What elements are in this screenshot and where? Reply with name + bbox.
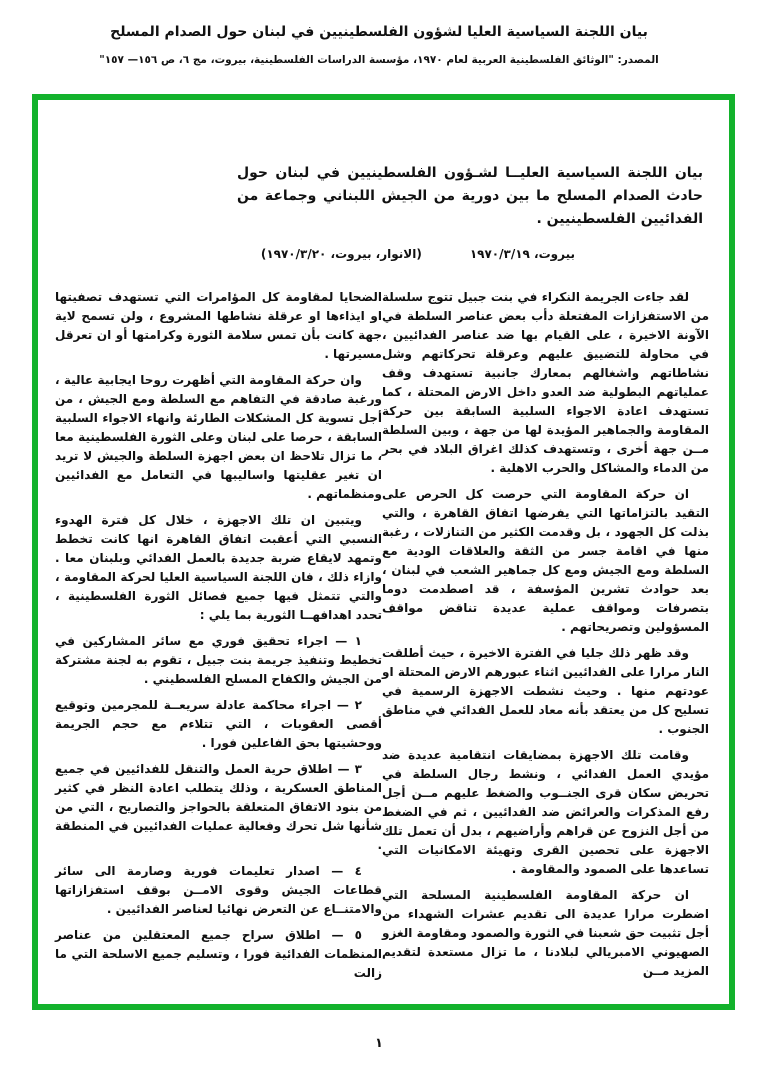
source-line: المصدر: "الوثائق الفلسطينية العربية لعام ١٩٧٠، مؤسسة الدراسات الفلسطينية، بيروت، مج ٦، ص ١٥٦— ١٥٧" xyxy=(99,54,659,66)
list-item-2: ٢ — اجراء محاكمة عادلة سريعــة للمجرمين وتوقيع أقصى العقوبات ، التي تتلاءم مع حجم الجريمة ووحشيتها بحق الفاعلين فورا . xyxy=(55,698,382,750)
paragraph: لقد جاءت الجريمة النكراء في بنت جبيل تتوج سلسلة من الاستفزازات المفتعلة دأب بعض عناصر السلطة في الآونة الاخيرة ، على القيام بها ضد عناصر الفدائيين ، في محاولة للتضييق عليهم وعرقلة تحركاتهم وشل نشاطاتهم واشغالهم بمعارك جانبية تستهدف وقف عملياتهم البطولية ضد العدو داخل الارض المحتلة ، كما تستهدف اعادة الاجواء السلبية السابقة بين حركة المقاومة والجماهير المؤيدة لها من جهة ، وبين السلطة مــن جهة أخرى ، وتستهدف كذلك اغراق البلاد في بحر من الدماء والمشاكل والحرب الاهلية . xyxy=(382,290,709,475)
page-number: ١ xyxy=(375,1036,383,1051)
list-item-5: ٥ — اطلاق سراح جميع المعتقلين من عناصر المنظمات الفدائية فورا ، وتسليم جميع الاسلحة التي ما زالت xyxy=(55,928,382,980)
paragraph: ويتبين ان تلك الاجهزة ، خلال كل فترة الهدوء النسبي التي أعقبت اتفاق القاهرة انها كانت تخطط وتمهد لايقاع ضربة جديدة بالعمل الفدائي وبلبنان معا . وازاء ذلك ، فان اللجنة السياسية العليا لحركة المقاومة ، والتي تتمثل فيها جميع فصائل الثورة الفلسطينية ، تحدد اهدافهــا الثورية بما يلي : xyxy=(55,513,382,622)
dateline-newspaper-ref: (الانوار، بيروت، ١٩٧٠/٣/٢٠) xyxy=(260,247,422,261)
paragraph: وقامت تلك الاجهزة بمضايقات انتقامية عديدة ضد مؤيدي العمل الفدائي ، ونشط رجال السلطة في تحريض سكان قرى الجنــوب والضغط عليهم مــن أجل رفع المذكرات والعرائض ضد الفدائيين ، ثم في الضغط من أجل النزوح عن قراهم وأراضيهم ، بدل أن تعمل تلك الاجهزة على تحصين القرى وتهيئة الامكانيات التي تساعدها على الصمود والمقاومة . xyxy=(382,748,709,876)
dateline xyxy=(237,247,703,261)
green-frame xyxy=(32,94,735,1010)
document-title: بيان اللجنة السياسية العليــا لشـؤون الفلسطينيين في لبنان حول حادث الصدام المسلح ما بين دورية من الجيش اللبناني وجماعة من الفدائيين الفلسطينيين . xyxy=(237,165,703,227)
paragraph: وقد ظهر ذلك جليا في الفترة الاخيرة ، حيث أطلقت النار مرارا على الفدائيين اثناء عبورهم الارض المحتلة او عودتهم منها . وحيث نشطت الاجهزة الرسمية في تسليح كل من يعتقد بأنه معاد للعمل الفدائي في مناطق الجنوب . xyxy=(382,646,709,736)
list-item-1: ١ — اجراء تحقيق فوري مع سائر المشاركين في تخطيط وتنفيذ جريمة بنت جبيل ، تقوم به لجنة مشتركة من الجيش والكفاح المسلح الفلسطيني . xyxy=(55,634,382,686)
paragraph: ان حركة المقاومة التي حرصت كل الحرص على التقيد بالتزاماتها التي يفرضها اتفاق القاهرة ، والتي بذلت كل الجهود ، بل وقدمت الكثير من التنازلات ، رغبة منها في اقامة جسر من الثقة والعلاقات الودية مع السلطة ومع الجيش ومع كل جماهير الشعب في لبنان ، بعد حوادث تشرين المؤسفة ، قد اصطدمت دوما بتصرفات ومواقف عملية عديدة تناقض مواقف المسؤولين وتصريحاتهم . xyxy=(382,487,709,634)
list-item-3: ٣ — اطلاق حرية العمل والتنقل للفدائيين في جميع المناطق العسكرية ، وذلك يتطلب اعادة النظر في كثير من بنود الاتفاق المتعلقة بالحواجز والتصاريح ، التي من شأنها شل تحرك وفعالية عمليات الفدائيين في المنطقة . xyxy=(55,762,382,852)
column-left xyxy=(55,288,382,990)
column-right xyxy=(382,288,709,988)
dateline-place-date: بيروت، ١٩٧٠/٣/١٩ xyxy=(469,247,575,261)
page-title: بيان اللجنة السياسية العليا لشؤون الفلسطينيين في لبنان حول الصدام المسلح xyxy=(110,24,648,40)
paragraph: وان حركة المقاومة التي أظهرت روحا ايجابية عالية ، ورغبة صادقة في التفاهم مع السلطة ومع الجيش ، من أجل تسوية كل المشكلات الطارئة وانهاء الاجواء السلبية السابقة ، حرصا على لبنان وعلى الثورة الفلسطينية معا ، ما تزال تلاحظ ان بعض اجهزة السلطة والجيش لا تريد ان تغير عقليتها واساليبها في التعامل مع الفدائيين ومنظماتهم . xyxy=(55,373,382,501)
paragraph: ان حركة المقاومة الفلسطينية المسلحة التي اضطرت مرارا عديدة الى تقديم عشرات الشهداء من أجل تثبيت حق شعبنا في الثورة والصمود ومقاومة الغزو الصهيوني الامبريالي لبلادنا ، ما تزال مستعدة لتقديم المزيد مــن xyxy=(382,888,709,978)
paragraph: الضحايا لمقاومة كل المؤامرات التي تستهدف تصفيتها او ايذاءها او عرقلة نشاطها المشروع ، ولن تسمح لاية جهة كانت بأن تمس سلامة الثورة وكرامتها أو ان تعرقل مسيرتها . xyxy=(55,290,382,361)
list-item-4: ٤ — اصدار تعليمات فورية وصارمة الى سائر قطاعات الجيش وقوى الامــن بوقف استفزازاتها والامتنــاع عن التعرض نهائيا لعناصر الفدائيين . xyxy=(55,864,382,916)
